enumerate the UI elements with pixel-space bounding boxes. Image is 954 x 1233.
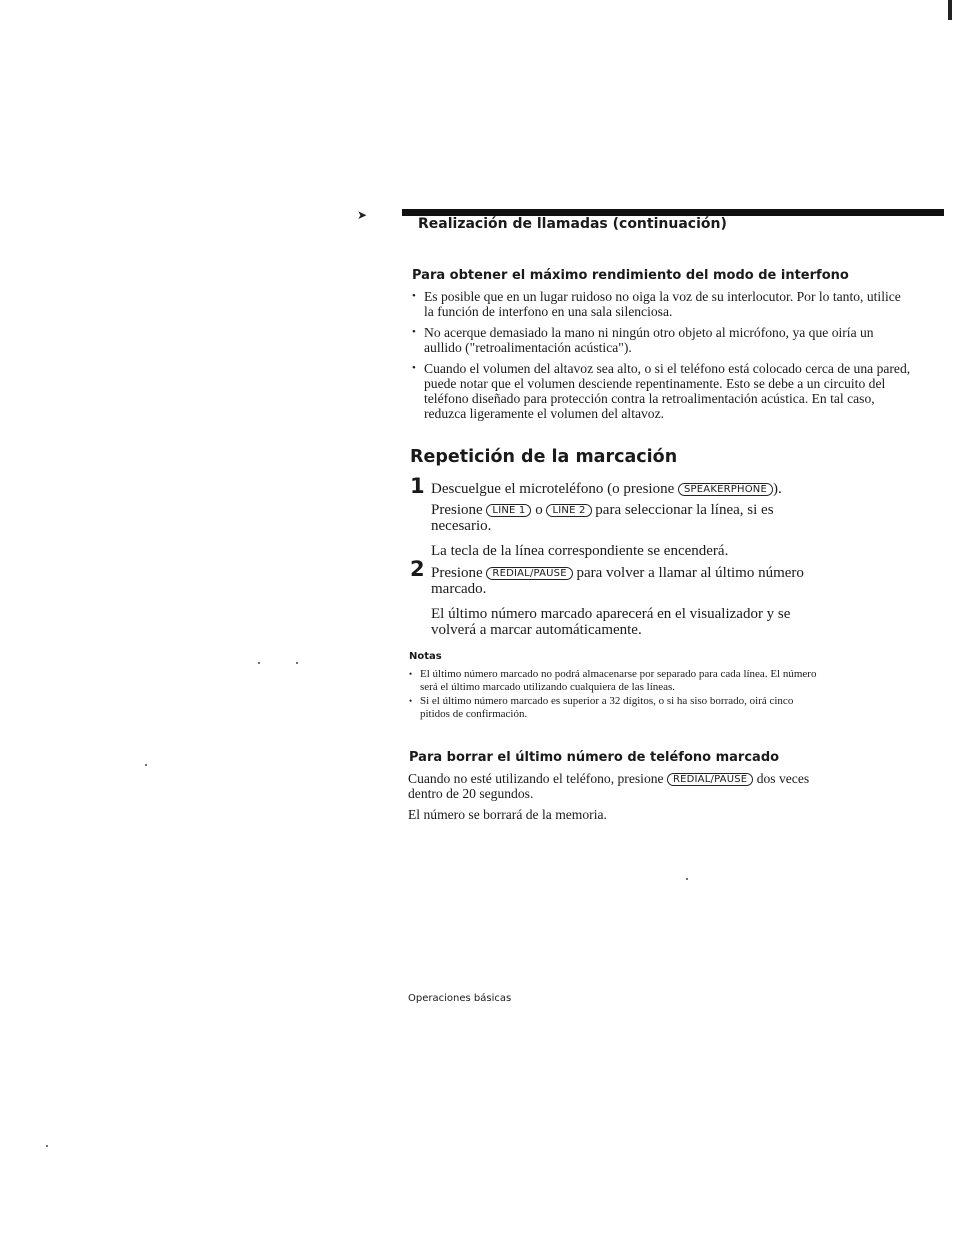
notas-list: [409, 668, 819, 722]
page-footer: Operaciones básicas: [408, 993, 512, 1004]
step-1-line-a: [431, 481, 851, 497]
step-1-line-c: La tecla de la línea correspondiente se encenderá.: [431, 543, 729, 559]
step-text: para seleccionar la línea, si es necesario.: [431, 502, 774, 534]
scan-speck: [258, 662, 260, 664]
list-item: • Es posible que en un lugar ruidoso no oiga la voz de su interlocutor. Por lo tanto, utilice la función de interfono en una sala silenciosa.: [412, 289, 912, 319]
line-2-key: LINE 2: [546, 504, 591, 517]
step-text: Presione: [431, 502, 487, 518]
margin-arrow-icon: ➤: [357, 208, 368, 222]
line-1-key: LINE 1: [486, 504, 531, 517]
borrar-paragraph-1: [408, 771, 818, 801]
step-text: o: [531, 502, 547, 518]
step-text: Descuelgue el microteléfono (o presione: [431, 481, 678, 497]
speakerphone-key: SPEAKERPHONE: [678, 483, 773, 496]
step-text: Presione: [431, 565, 487, 581]
paragraph-text: dos veces dentro de 20 segundos.: [408, 771, 810, 801]
scan-speck: [46, 1145, 48, 1147]
list-item: • El último número marcado no podrá almacenarse por separado para cada línea. El número será el último marcado utilizando cualquiera de las líneas.: [409, 668, 819, 694]
step-2-number: 2: [410, 557, 425, 581]
borrar-paragraph-2: El número se borrará de la memoria.: [408, 807, 607, 822]
repeticion-heading: Repetición de la marcación: [410, 447, 678, 467]
list-item: • Si el último número marcado es superior a 32 dígitos, o si ha siso borrado, oirá cinco pitidos de confirmación.: [409, 695, 819, 721]
redial-pause-key: REDIAL/PAUSE: [667, 773, 753, 786]
list-item: • Cuando el volumen del altavoz sea alto, o si el teléfono está colocado cerca de una pared, puede notar que el volumen desciende repentinamente. Esto se debe a un circuito del teléfono diseñado para protección contra la retroalimentación acústica. En tal caso, reduzca ligeramente el volumen del altavoz.: [412, 361, 912, 421]
notas-heading: Notas: [409, 651, 442, 662]
interfono-tips-list: [412, 289, 912, 427]
interfono-heading: Para obtener el máximo rendimiento del modo de interfono: [412, 268, 849, 283]
redial-pause-key: REDIAL/PAUSE: [486, 567, 572, 580]
step-2-line-b: El último número marcado aparecerá en el visualizador y se volverá a marcar automáticamente.: [431, 606, 791, 638]
step-1-line-b: [431, 502, 831, 534]
step-text: ).: [772, 481, 782, 497]
borrar-heading: Para borrar el último número de teléfono marcado: [409, 750, 780, 765]
paragraph-text: Cuando no esté utilizando el teléfono, presione: [408, 771, 667, 786]
scan-speck: [296, 662, 298, 664]
page-edge-mark: [948, 0, 952, 20]
list-item: • No acerque demasiado la mano ni ningún otro objeto al micrófono, ya que oiría un aullido ("retroalimentación acústica").: [412, 325, 912, 355]
section-header: Realización de llamadas (continuación): [418, 216, 727, 232]
step-2-line-a: [431, 565, 811, 597]
section-rule: [402, 209, 944, 216]
scan-speck: [145, 764, 147, 766]
step-text: para volver a llamar al último número marcado.: [431, 565, 804, 597]
scan-speck: [686, 878, 688, 880]
step-1-number: 1: [410, 474, 425, 498]
